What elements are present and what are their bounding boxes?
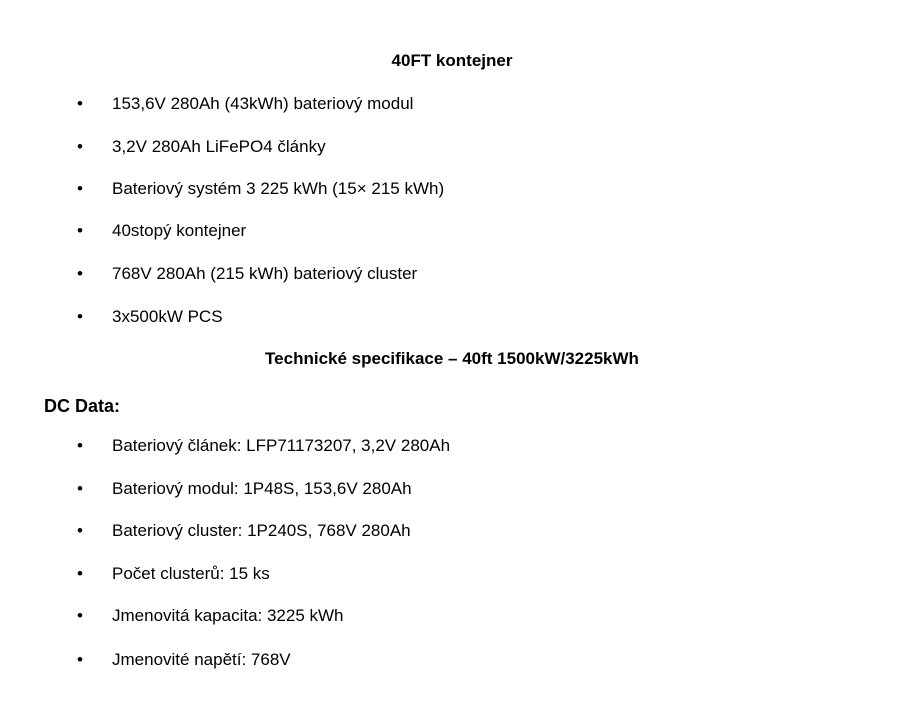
- dc-list-item: [0, 479, 904, 503]
- bullet-icon: •: [77, 179, 83, 198]
- specs-heading: Technické specifikace – 40ft 1500kW/3225kWh: [265, 349, 639, 368]
- dc-item-text: Jmenovité napětí: 768V: [112, 650, 291, 669]
- dc-data-label: DC Data:: [44, 396, 121, 416]
- bullet-icon: •: [77, 650, 83, 669]
- bullet-icon: •: [77, 436, 83, 455]
- page-title: 40FT kontejner: [391, 51, 513, 70]
- feature-list-item: [0, 307, 904, 331]
- feature-list-item: [0, 137, 904, 161]
- dc-item-text: Bateriový cluster: 1P240S, 768V 280Ah: [112, 521, 411, 540]
- bullet-icon: •: [77, 307, 83, 326]
- dc-item-text: Počet clusterů: 15 ks: [112, 564, 270, 583]
- feature-text: 768V 280Ah (215 kWh) bateriový cluster: [112, 264, 418, 283]
- feature-text: 3,2V 280Ah LiFePO4 články: [112, 137, 326, 156]
- bullet-icon: •: [77, 606, 83, 625]
- bullet-icon: •: [77, 94, 83, 113]
- feature-text: Bateriový systém 3 225 kWh (15× 215 kWh): [112, 179, 445, 198]
- feature-list-item: [0, 264, 904, 288]
- dc-item-text: Jmenovitá kapacita: 3225 kWh: [112, 606, 344, 625]
- bullet-icon: •: [77, 521, 83, 540]
- feature-text: 153,6V 280Ah (43kWh) bateriový modul: [112, 94, 414, 113]
- feature-list-item: [0, 221, 904, 245]
- bullet-icon: •: [77, 564, 83, 583]
- dc-list-item: [0, 564, 904, 588]
- dc-list-item: [0, 606, 904, 630]
- bullet-icon: •: [77, 479, 83, 498]
- bullet-icon: •: [77, 221, 83, 240]
- feature-list-item: [0, 94, 904, 118]
- dc-item-text: Bateriový modul: 1P48S, 153,6V 280Ah: [112, 479, 412, 498]
- dc-list-item: [0, 650, 904, 674]
- feature-text: 3x500kW PCS: [112, 307, 223, 326]
- feature-list-item: [0, 179, 904, 203]
- feature-text: 40stopý kontejner: [112, 221, 247, 240]
- dc-list-item: [0, 521, 904, 545]
- bullet-icon: •: [77, 264, 83, 283]
- bullet-icon: •: [77, 137, 83, 156]
- dc-item-text: Bateriový článek: LFP71173207, 3,2V 280Ah: [112, 436, 451, 455]
- dc-list-item: [0, 436, 904, 460]
